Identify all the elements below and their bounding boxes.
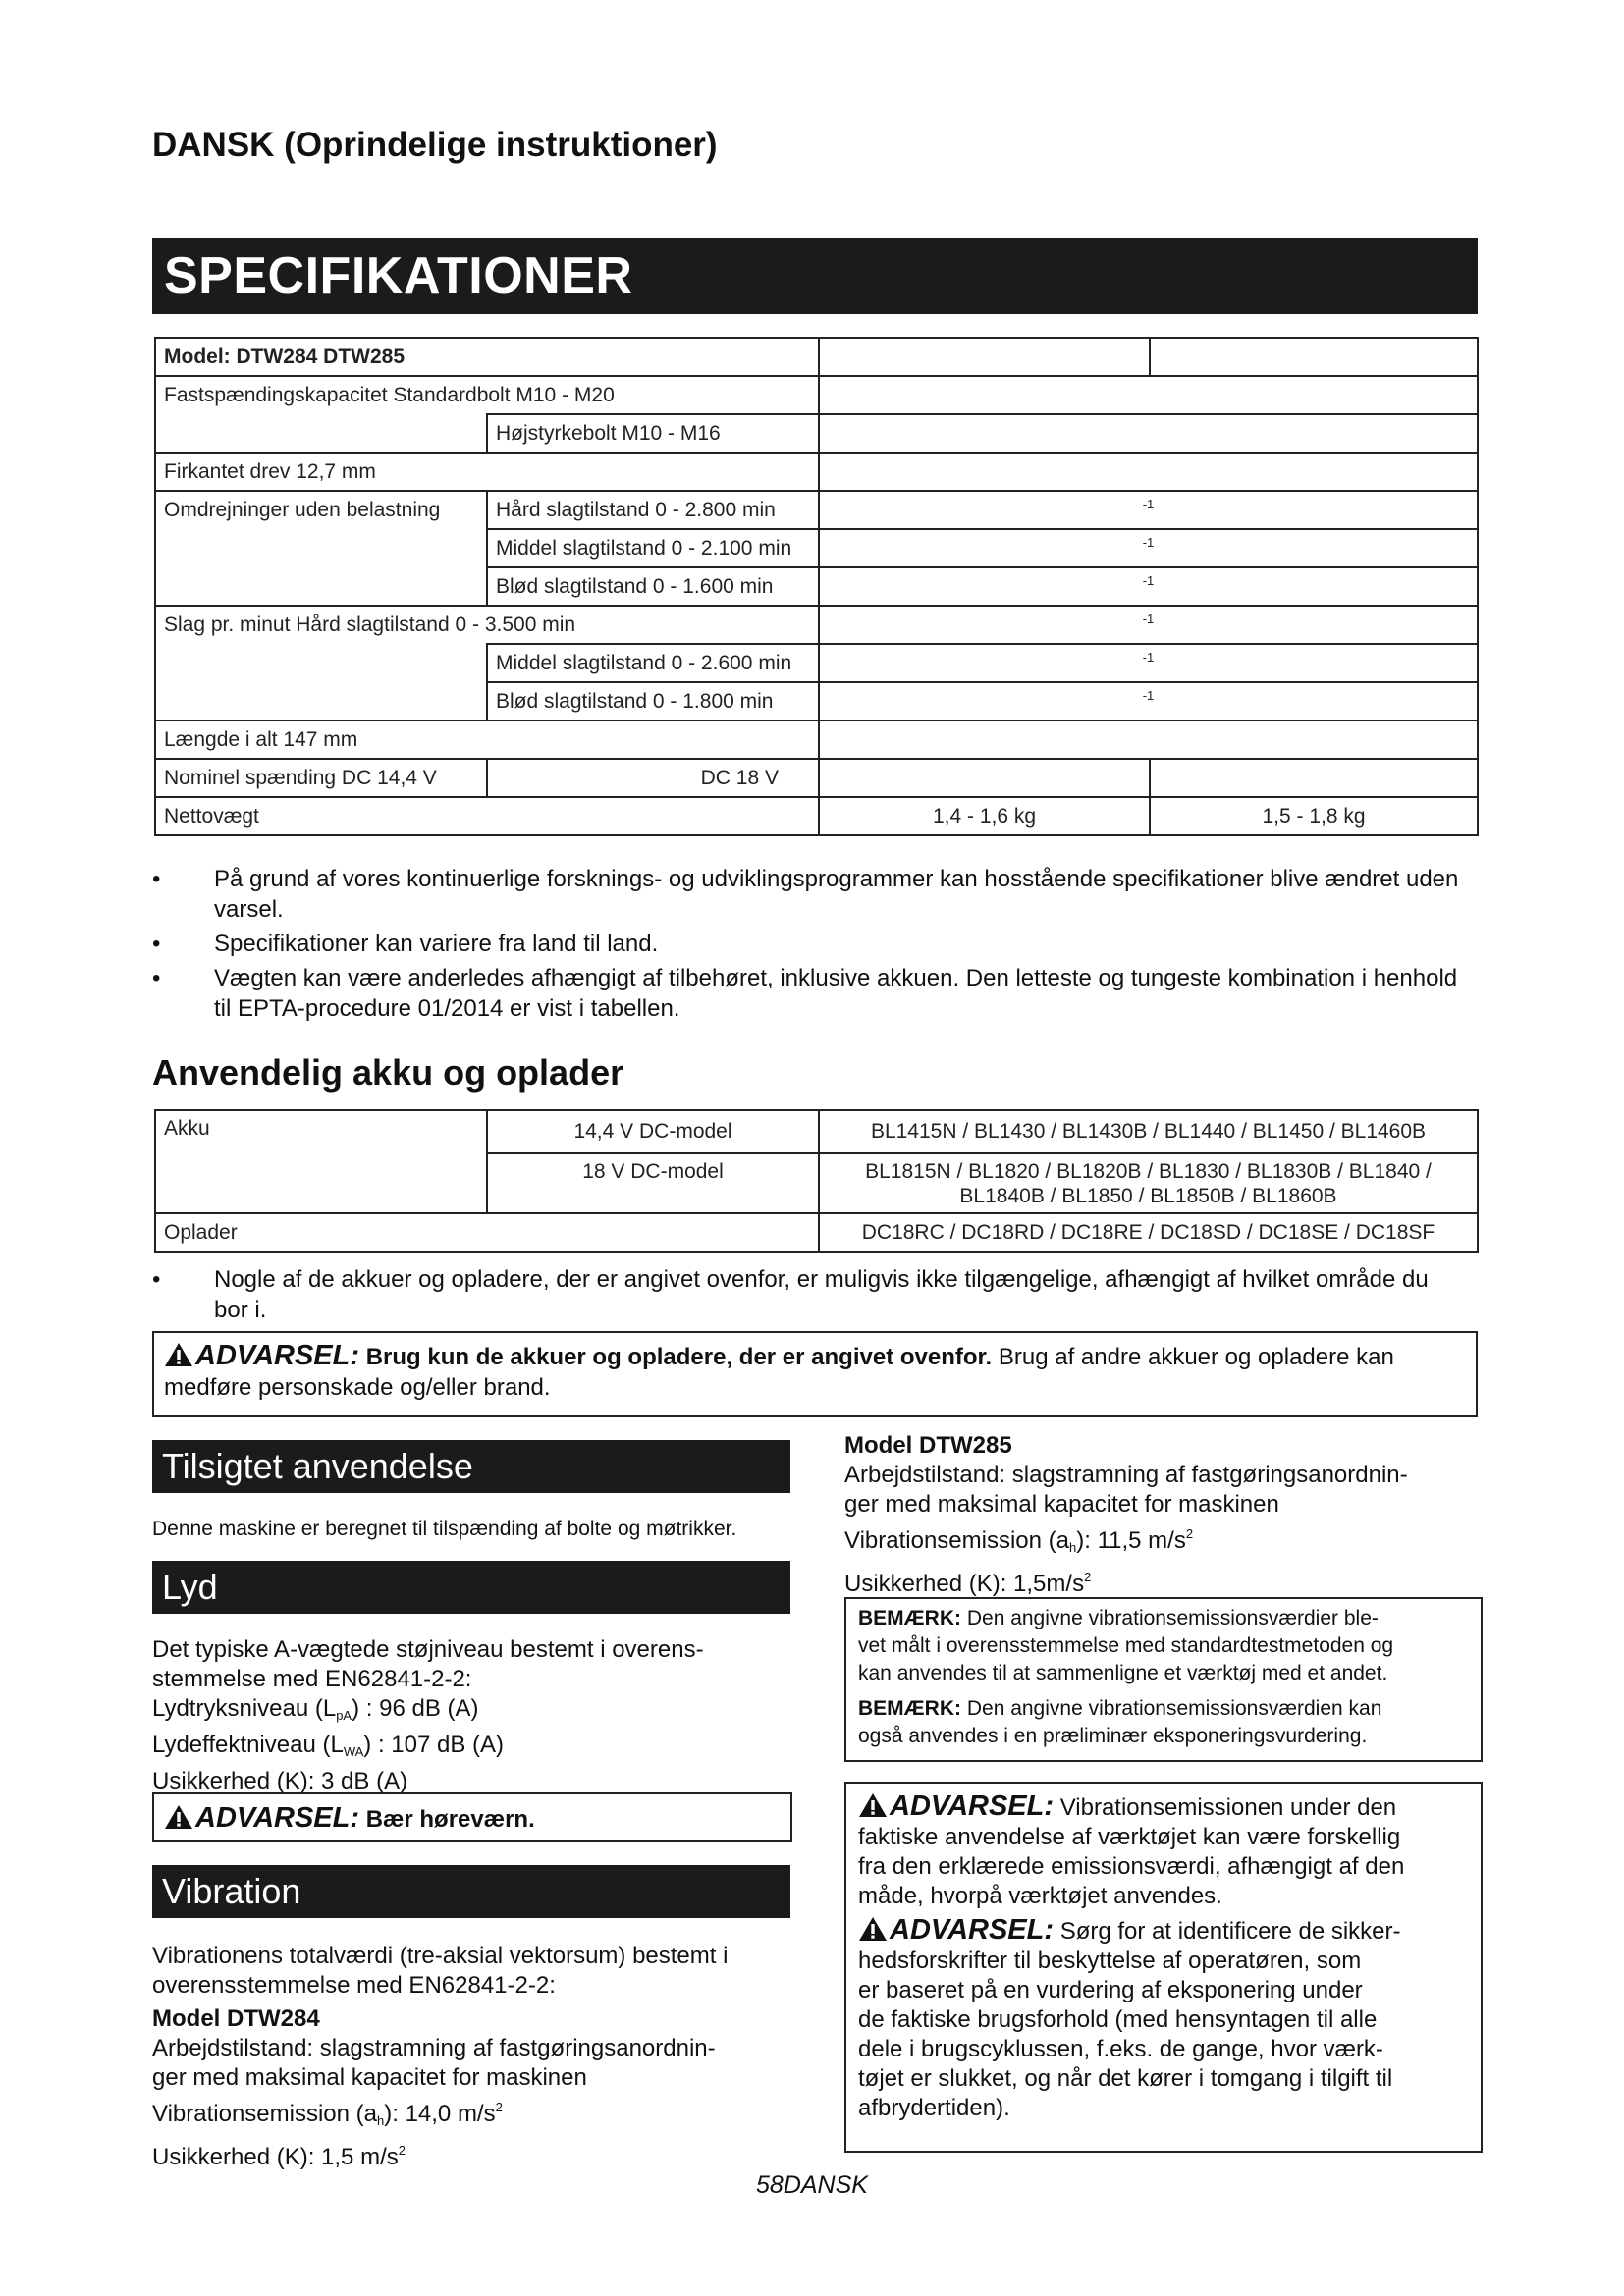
warning-text: Bær høreværn. xyxy=(365,1806,535,1833)
capacity-high: Højstyrkebolt M10 - M16 xyxy=(487,414,819,453)
batteries-18-line2: BL1840B / BL1850 / BL1850B / BL1860B xyxy=(959,1184,1337,1207)
vibration-notes-box: BEMÆRK: Den angivne vibrationsemissionsværdier ble- vet målt i overensstemmelse med standardtestmetoden og kan anvendes til at sammenligne et værktøj med et andet. BEMÆRK: Den angivne vibrationsemissionsværdien kan også anvendes i en præliminær eksponeringsvurdering. xyxy=(844,1597,1483,1762)
table-row xyxy=(155,453,1478,491)
dtw284-emission: Vibrationsemission $(a_h)$: 14,0 $m/s^2$ xyxy=(152,2100,503,2128)
warning-icon xyxy=(164,1804,193,1830)
noise-banner: Lyd xyxy=(152,1561,790,1614)
warning-icon xyxy=(858,1792,888,1818)
vibration-intro: Vibrationens totalværdi (tre-aksial vektorsum) bestemt i overensstemmelse med EN62841-2-2: Model DTW284 Arbejdstilstand: slagstramning af fastgøringsanordnin- ger med maksimal kapacitet for maskinen Vibrationsemission $(a_h)$: 14,0 $m/s^2$ Usikkerhed (K): 1,5 $m/s^2$ xyxy=(152,1942,800,2172)
model-label: Model: DTW284 DTW285 xyxy=(155,338,819,376)
dtw285-uncertainty: Usikkerhed (K): $1,5m/s^2$ xyxy=(844,1570,1092,1597)
ipm-label: Slag pr. minut Hård slagtilstand 0 - 3.500 min xyxy=(155,606,819,644)
noise-uncertainty: Usikkerhed (K): 3 dB (A) xyxy=(152,1768,408,1794)
table-row xyxy=(155,1213,1478,1252)
ipm-medium: Middel slagtilstand 0 - 2.600 min xyxy=(487,644,819,682)
battery-warning xyxy=(152,1331,1478,1417)
unit-sup: -1 xyxy=(1142,497,1155,511)
note-2: BEMÆRK: Den angivne vibrationsemissionsværdien kan xyxy=(858,1697,1382,1720)
model-18: 18 V DC-model xyxy=(487,1153,819,1213)
table-row xyxy=(155,491,1478,529)
length-row: Længde i alt 147 mm xyxy=(155,721,819,759)
battery-table xyxy=(154,1109,1479,1253)
batteries-144: BL1415N / BL1430 / BL1430B / BL1440 / BL1450 / BL1460B xyxy=(819,1110,1478,1153)
table-row xyxy=(155,644,1478,682)
warning-icon xyxy=(858,1916,888,1942)
capacity-label: Fastspændingskapacitet Standardbolt M10 - M20 xyxy=(155,376,819,414)
charger-label: Oplader xyxy=(155,1213,819,1252)
intended-use-text: Denne maskine er beregnet til tilspænding af bolte og møtrikker. xyxy=(152,1518,737,1540)
noise-section xyxy=(152,1635,800,1796)
batteries-18-line1: BL1815N / BL1820 / BL1820B / BL1830 / BL1830B / BL1840 / xyxy=(865,1159,1432,1183)
warning-text: Brug af andre akkuer og opladere kan medføre personskade og/eller brand. xyxy=(164,1344,1394,1401)
unit-sup: -1 xyxy=(1142,612,1155,626)
noise-warning xyxy=(152,1792,792,1842)
dtw285-section: Model DTW285 Arbejdstilstand: slagstramning af fastgøringsanordnin- ger med maksimal kapacitet for maskinen Vibrationsemission $(a_h)$: 11,5 $m/s^2$ Usikkerhed (K): $1,5m/s^2$ xyxy=(844,1431,1483,1599)
table-row xyxy=(155,567,1478,606)
list-item: • Nogle af de akkuer og opladere, der er angivet ovenfor, er muligvis ikke tilgængelige, afhængigt af hvilket område du bor i. xyxy=(152,1264,1429,1325)
table-row xyxy=(155,1110,1478,1153)
specs-banner: SPECIFIKATIONER xyxy=(152,238,1478,314)
noise-intro-2: stemmelse med EN62841-2-2: xyxy=(152,1666,472,1692)
warning-word: ADVARSEL: xyxy=(195,1802,360,1834)
dtw284-uncertainty: Usikkerhed (K): 1,5 $m/s^2$ xyxy=(152,2143,406,2170)
battery-heading: Anvendelig akku og oplader xyxy=(152,1052,624,1093)
weight-dtw285: 1,5 - 1,8 kg xyxy=(1150,797,1478,835)
table-row xyxy=(155,414,1478,453)
warning-bold-text: Brug kun de akkuer og opladere, der er angivet ovenfor. xyxy=(365,1344,993,1370)
battery-notes xyxy=(152,1264,1429,1329)
model-dtw285-title: Model DTW285 xyxy=(844,1432,1012,1459)
no-load-soft: Blød slagtilstand 0 - 1.600 min xyxy=(487,567,819,606)
akku-label: Akku xyxy=(155,1110,487,1153)
unit-sup: -1 xyxy=(1142,535,1155,550)
list-item: • Vægten kan være anderledes afhængigt af tilbehøret, inklusive akkuen. Den letteste og tungeste kombination i henhold til EPTA-procedure 01/2014 er vist i tabellen. xyxy=(152,963,1478,1024)
unit-sup: -1 xyxy=(1142,688,1155,703)
vibration-banner: Vibration xyxy=(152,1865,790,1918)
unit-sup: -1 xyxy=(1142,650,1155,665)
specs-table xyxy=(154,337,1479,836)
list-item: • På grund af vores kontinuerlige forsknings- og udviklingsprogrammer kan hosstående specifikationer blive ændret uden varsel. xyxy=(152,864,1478,925)
table-row xyxy=(155,606,1478,644)
model-dtw284-title: Model DTW284 xyxy=(152,2005,320,2032)
table-row xyxy=(155,338,1478,376)
table-row xyxy=(155,682,1478,721)
spec-notes xyxy=(152,864,1478,1028)
weight-label: Nettovægt xyxy=(155,797,819,835)
no-load-label: Omdrejninger uden belastning xyxy=(155,491,487,529)
model-144: 14,4 V DC-model xyxy=(487,1110,819,1153)
note-1: BEMÆRK: Den angivne vibrationsemissionsværdier ble- xyxy=(858,1607,1379,1629)
ipm-soft: Blød slagtilstand 0 - 1.800 min xyxy=(487,682,819,721)
warning-word: ADVARSEL: xyxy=(195,1340,360,1371)
table-row xyxy=(155,759,1478,797)
noise-lpa: Lydtryksniveau $(L_{pA})$ : 96 dB (A) xyxy=(152,1695,479,1723)
warning-1: ADVARSEL: Vibrationsemissionen under den xyxy=(858,1791,1469,1823)
table-row xyxy=(155,376,1478,414)
voltage-18: DC 18 V xyxy=(487,759,819,797)
no-load-medium: Middel slagtilstand 0 - 2.100 min xyxy=(487,529,819,567)
table-row xyxy=(155,721,1478,759)
voltage-label: Nominel spænding DC 14,4 V xyxy=(155,759,487,797)
weight-dtw284: 1,4 - 1,6 kg xyxy=(819,797,1150,835)
table-row xyxy=(155,529,1478,567)
noise-intro-1: Det typiske A-vægtede støjniveau bestemt i overens- xyxy=(152,1636,704,1663)
vibration-warnings-box: ADVARSEL: Vibrationsemissionen under den faktiske anvendelse af værktøjet kan være forskellig fra den erklærede emissionsværdi, afhængigt af den måde, hvorpå værktøjet anvendes. ADVARSEL: Sørg for at identificere de sikker- hedsforskrifter til beskyttelse af operatøren, som er baseret på en vurdering af eksponering under de faktiske brugsforhold (med hensyntagen til alle dele i brugscyklussen, f.eks. de gange, hvor værk- tøjet er slukket, og når det kører i tomgang i tilgift til afbrydertiden). xyxy=(844,1782,1483,2153)
dtw285-emission: Vibrationsemission $(a_h)$: 11,5 $m/s^2$ xyxy=(844,1526,1194,1555)
table-row xyxy=(155,1153,1478,1213)
page-footer: 58DANSK xyxy=(756,2171,868,2199)
chargers: DC18RC / DC18RD / DC18RE / DC18SD / DC18SE / DC18SF xyxy=(819,1213,1478,1252)
unit-sup: -1 xyxy=(1142,573,1155,588)
warning-2: ADVARSEL: Sørg for at identificere de sikker- xyxy=(858,1915,1469,1947)
no-load-hard: Hård slagtilstand 0 - 2.800 min xyxy=(487,491,819,529)
noise-lwa: Lydeffektniveau $(L_{WA})$ : 107 dB (A) xyxy=(152,1732,505,1759)
warning-icon xyxy=(164,1342,193,1367)
list-item: • Specifikationer kan variere fra land til land. xyxy=(152,929,1478,959)
table-row xyxy=(155,797,1478,835)
intended-use-banner: Tilsigtet anvendelse xyxy=(152,1440,790,1493)
language-title: DANSK (Oprindelige instruktioner) xyxy=(152,126,718,164)
square-drive: Firkantet drev 12,7 mm xyxy=(155,453,819,491)
